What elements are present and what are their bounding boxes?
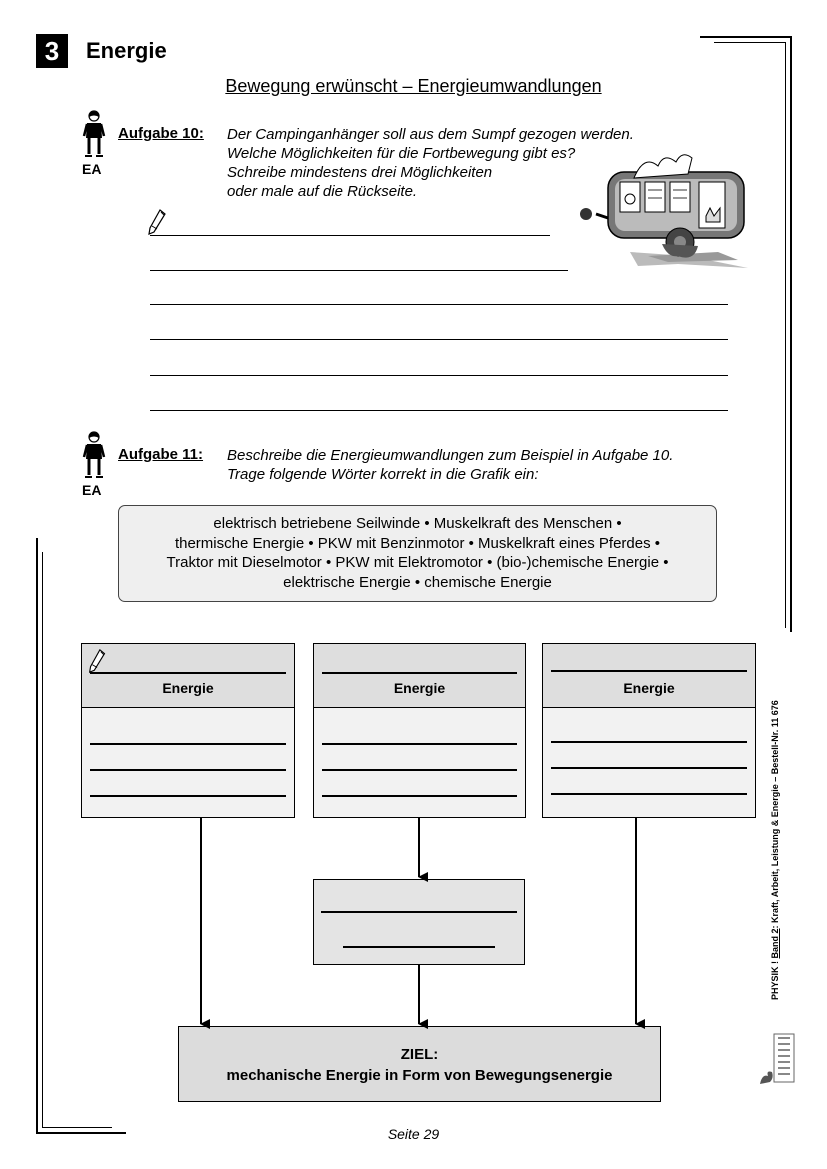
task11-label: Aufgabe 11: [118, 446, 204, 463]
series-name: PHYSIK ! [770, 958, 780, 1000]
task10-line-4: oder male auf die Rückseite. [227, 183, 418, 200]
energy-box-middle-title: Energie [393, 680, 446, 696]
chapter-number-badge: 3 [36, 34, 68, 68]
word-bank-line-3: Traktor mit Dieselmotor • PKW mit Elektromotor • (bio-)chemische Energie • [166, 554, 669, 571]
task10-ea-badge: EA [82, 161, 102, 177]
band-label: Band 2 [770, 928, 780, 959]
page-title: Bewegung erwünscht – Energieumwandlungen [225, 76, 602, 96]
series-info [770, 680, 780, 1000]
task10-label: Aufgabe 10: [118, 125, 204, 142]
goal-text: mechanische Energie in Form von Bewegungsenergie [226, 1067, 613, 1084]
word-bank-line-2: thermische Energie • PKW mit Benzinmotor • Muskelkraft eines Pferdes • [174, 534, 661, 552]
goal-label: ZIEL: [400, 1046, 439, 1063]
task11-line-1: Beschreibe die Energieumwandlungen zum Beispiel in Aufgabe 10. [227, 447, 674, 464]
task11-line-2: Trage folgende Wörter korrekt in die Grafik ein: [227, 466, 539, 483]
energy-box-left-title: Energie [162, 680, 214, 696]
chapter-title: Energie [86, 38, 167, 63]
task10-line-1: Der Campinganhänger soll aus dem Sumpf gezogen werden. [227, 126, 634, 143]
energy-box-right-title: Energie [623, 680, 675, 696]
series-subtitle: : Kraft, Arbeit, Leistung & Energie – Bestell-Nr. 11 676 [770, 700, 780, 929]
page-number: Seite 29 [387, 1126, 440, 1142]
publisher-logo [758, 1030, 798, 1086]
task10-line-3: Schreibe mindestens drei Möglichkeiten [227, 164, 493, 181]
word-bank-line-4: elektrische Energie • chemische Energie [283, 573, 552, 591]
task11-ea-badge: EA [82, 482, 102, 498]
task10-line-2: Welche Möglichkeiten für die Fortbewegung gibt es? [227, 145, 576, 162]
word-bank-line-1: elektrisch betriebene Seilwinde • Muskelkraft des Menschen • [213, 515, 622, 532]
